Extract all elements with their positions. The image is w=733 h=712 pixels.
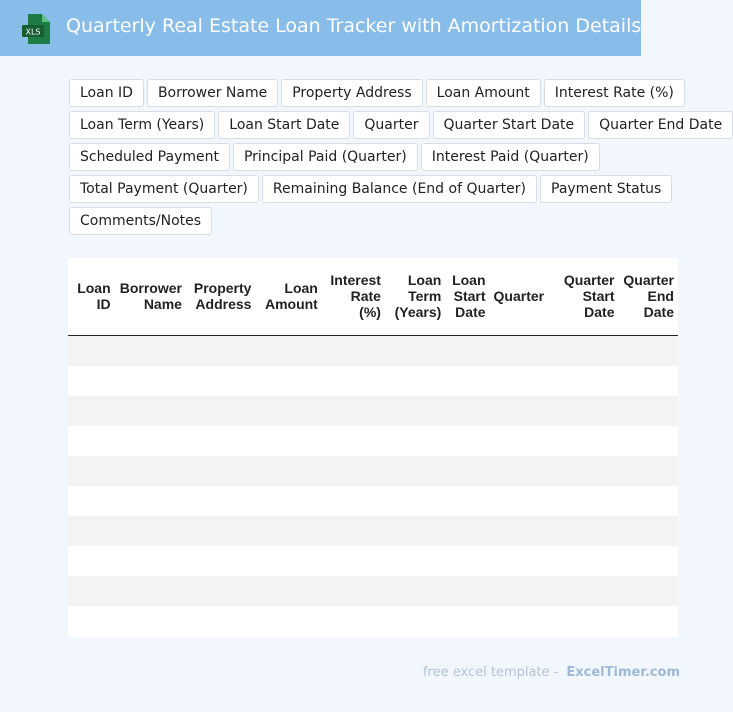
column-header-line: Property bbox=[193, 280, 252, 297]
column-header-line: Loan bbox=[77, 280, 111, 297]
column-header-line: Loan bbox=[452, 272, 486, 289]
column-header-line: Quarter bbox=[563, 272, 615, 289]
table-cell[interactable] bbox=[322, 366, 385, 396]
table-cell[interactable] bbox=[490, 335, 549, 366]
field-chip[interactable]: Quarter bbox=[353, 111, 429, 139]
column-header[interactable] bbox=[68, 258, 115, 335]
table-cell[interactable] bbox=[186, 366, 255, 396]
field-chip[interactable]: Total Payment (Quarter) bbox=[69, 175, 259, 203]
table-cell[interactable] bbox=[548, 426, 618, 456]
footer-credit bbox=[423, 663, 680, 680]
table-header-row bbox=[68, 258, 678, 335]
table-cell[interactable] bbox=[68, 516, 115, 546]
field-chip[interactable]: Payment Status bbox=[540, 175, 672, 203]
column-header[interactable] bbox=[115, 258, 186, 335]
table-cell[interactable] bbox=[115, 396, 186, 426]
table-cell[interactable] bbox=[619, 576, 679, 606]
column-header-line: Address bbox=[195, 296, 252, 313]
table-cell[interactable] bbox=[385, 546, 445, 576]
column-header-line: Quarter bbox=[623, 272, 674, 289]
column-header-line: End bbox=[647, 288, 674, 305]
table-cell[interactable] bbox=[68, 486, 115, 516]
table-cell[interactable] bbox=[548, 456, 618, 486]
table-cell[interactable] bbox=[322, 335, 385, 366]
table-cell[interactable] bbox=[186, 546, 255, 576]
table-row bbox=[68, 576, 678, 606]
column-header-line: Loan bbox=[407, 272, 442, 289]
field-chip[interactable]: Loan ID bbox=[69, 79, 144, 107]
column-header-line: Date bbox=[455, 304, 486, 321]
table-row bbox=[68, 486, 678, 516]
table-cell[interactable] bbox=[445, 396, 489, 426]
table-cell[interactable] bbox=[115, 606, 186, 636]
table-cell[interactable] bbox=[115, 456, 186, 486]
field-chip[interactable]: Quarter End Date bbox=[588, 111, 733, 139]
table-cell[interactable] bbox=[619, 516, 679, 546]
table-cell[interactable] bbox=[68, 546, 115, 576]
table-cell[interactable] bbox=[490, 516, 549, 546]
table-cell[interactable] bbox=[68, 576, 115, 606]
table-cell[interactable] bbox=[490, 606, 549, 636]
table-cell[interactable] bbox=[322, 456, 385, 486]
field-chip[interactable]: Scheduled Payment bbox=[69, 143, 230, 171]
field-chip[interactable]: Loan Start Date bbox=[218, 111, 350, 139]
table-cell[interactable] bbox=[445, 335, 489, 366]
page-title: Quarterly Real Estate Loan Tracker with Amortization Details bbox=[66, 15, 642, 37]
table-cell[interactable] bbox=[385, 516, 445, 546]
column-header-line: Date bbox=[584, 304, 615, 321]
table-cell[interactable] bbox=[68, 366, 115, 396]
field-chip-list bbox=[69, 79, 723, 239]
table-cell[interactable] bbox=[548, 396, 618, 426]
table-cell[interactable] bbox=[255, 396, 321, 426]
column-header[interactable] bbox=[548, 258, 618, 335]
table-cell[interactable] bbox=[322, 576, 385, 606]
table-cell[interactable] bbox=[255, 546, 321, 576]
table-cell[interactable] bbox=[490, 426, 549, 456]
column-header-line: Interest bbox=[330, 272, 381, 289]
table-cell[interactable] bbox=[186, 576, 255, 606]
table-row bbox=[68, 396, 678, 426]
footer-brand-link[interactable]: ExcelTimer.com bbox=[566, 665, 680, 680]
table-cell[interactable] bbox=[445, 606, 489, 636]
table-cell[interactable] bbox=[255, 456, 321, 486]
table-cell[interactable] bbox=[548, 366, 618, 396]
table-cell[interactable] bbox=[68, 606, 115, 636]
chip-row bbox=[69, 111, 723, 139]
loan-table bbox=[68, 258, 678, 636]
table-cell[interactable] bbox=[322, 516, 385, 546]
table-cell[interactable] bbox=[490, 546, 549, 576]
column-header[interactable] bbox=[619, 258, 679, 335]
table-cell[interactable] bbox=[385, 576, 445, 606]
xls-icon-text: XLS bbox=[25, 27, 41, 37]
column-header-line: Start bbox=[453, 288, 486, 305]
column-header-line: Date bbox=[643, 304, 674, 321]
table-cell[interactable] bbox=[186, 396, 255, 426]
table-cell[interactable] bbox=[186, 456, 255, 486]
table-cell[interactable] bbox=[385, 486, 445, 516]
table-cell[interactable] bbox=[115, 516, 186, 546]
table-cell[interactable] bbox=[385, 426, 445, 456]
table-cell[interactable] bbox=[490, 366, 549, 396]
column-header-line: Borrower bbox=[119, 280, 182, 297]
table-cell[interactable] bbox=[445, 456, 489, 486]
table-cell[interactable] bbox=[255, 335, 321, 366]
table-cell[interactable] bbox=[619, 335, 679, 366]
table-cell[interactable] bbox=[619, 486, 679, 516]
table-cell[interactable] bbox=[490, 396, 549, 426]
chip-row bbox=[69, 143, 702, 171]
table-cell[interactable] bbox=[186, 516, 255, 546]
column-header-line: Quarter bbox=[493, 288, 545, 305]
table-cell[interactable] bbox=[548, 486, 618, 516]
column-header-line: (%) bbox=[359, 304, 381, 321]
chip-row bbox=[69, 207, 702, 235]
table-cell[interactable] bbox=[548, 606, 618, 636]
column-header-line: ID bbox=[96, 296, 111, 313]
field-chip[interactable]: Principal Paid (Quarter) bbox=[233, 143, 418, 171]
table-cell[interactable] bbox=[255, 576, 321, 606]
table-cell[interactable] bbox=[68, 396, 115, 426]
table-cell[interactable] bbox=[255, 366, 321, 396]
table-cell[interactable] bbox=[255, 426, 321, 456]
table-row bbox=[68, 426, 678, 456]
table-cell[interactable] bbox=[490, 456, 549, 486]
field-chip[interactable]: Borrower Name bbox=[147, 79, 278, 107]
table-cell[interactable] bbox=[385, 396, 445, 426]
table-cell[interactable] bbox=[445, 426, 489, 456]
table-cell[interactable] bbox=[115, 546, 186, 576]
table-cell[interactable] bbox=[322, 546, 385, 576]
column-header[interactable] bbox=[385, 258, 445, 335]
table-cell[interactable] bbox=[619, 606, 679, 636]
table-cell[interactable] bbox=[255, 606, 321, 636]
table-cell[interactable] bbox=[385, 366, 445, 396]
column-header[interactable] bbox=[322, 258, 385, 335]
table-cell[interactable] bbox=[322, 606, 385, 636]
table-row bbox=[68, 335, 678, 366]
column-header-line: Rate bbox=[350, 288, 381, 305]
column-header[interactable] bbox=[445, 258, 489, 335]
table-cell[interactable] bbox=[68, 426, 115, 456]
table-cell[interactable] bbox=[322, 426, 385, 456]
table-cell[interactable] bbox=[68, 456, 115, 486]
table-cell[interactable] bbox=[186, 486, 255, 516]
column-header[interactable] bbox=[255, 258, 321, 335]
table-cell[interactable] bbox=[385, 456, 445, 486]
title-banner bbox=[0, 0, 641, 56]
field-chip[interactable]: Interest Rate (%) bbox=[544, 79, 685, 107]
column-header[interactable] bbox=[186, 258, 255, 335]
field-chip[interactable]: Loan Amount bbox=[426, 79, 541, 107]
chip-row bbox=[69, 79, 702, 107]
field-chip[interactable]: Interest Paid (Quarter) bbox=[421, 143, 600, 171]
table-cell[interactable] bbox=[115, 576, 186, 606]
table-cell[interactable] bbox=[548, 576, 618, 606]
column-header[interactable] bbox=[490, 258, 549, 335]
column-header-line: Term bbox=[408, 288, 442, 305]
table-row bbox=[68, 456, 678, 486]
column-header-line: (Years) bbox=[394, 304, 442, 321]
table-cell[interactable] bbox=[445, 576, 489, 606]
table-cell[interactable] bbox=[322, 396, 385, 426]
table-cell[interactable] bbox=[490, 486, 549, 516]
table-cell[interactable] bbox=[445, 366, 489, 396]
column-header-line: Start bbox=[582, 288, 615, 305]
table-cell[interactable] bbox=[619, 456, 679, 486]
table-row bbox=[68, 546, 678, 576]
table-cell[interactable] bbox=[186, 426, 255, 456]
table-row bbox=[68, 516, 678, 546]
table-cell[interactable] bbox=[255, 486, 321, 516]
chip-row bbox=[69, 175, 702, 203]
table-cell[interactable] bbox=[619, 426, 679, 456]
table-cell[interactable] bbox=[385, 335, 445, 366]
table-cell[interactable] bbox=[445, 486, 489, 516]
table-cell[interactable] bbox=[385, 606, 445, 636]
table-cell[interactable] bbox=[68, 335, 115, 366]
footer-prefix: free excel template - bbox=[422, 665, 559, 680]
table-cell[interactable] bbox=[255, 516, 321, 546]
table-cell[interactable] bbox=[186, 335, 255, 366]
table-cell[interactable] bbox=[548, 516, 618, 546]
table-cell[interactable] bbox=[322, 486, 385, 516]
table-row bbox=[68, 366, 678, 396]
table-cell[interactable] bbox=[619, 366, 679, 396]
field-chip[interactable]: Property Address bbox=[281, 79, 422, 107]
field-chip[interactable]: Loan Term (Years) bbox=[69, 111, 215, 139]
table-cell[interactable] bbox=[186, 606, 255, 636]
table-cell[interactable] bbox=[115, 335, 186, 366]
loan-table-container[interactable] bbox=[68, 258, 678, 637]
field-chip[interactable]: Quarter Start Date bbox=[433, 111, 586, 139]
table-cell[interactable] bbox=[445, 516, 489, 546]
table-row bbox=[68, 606, 678, 636]
table-cell[interactable] bbox=[619, 396, 679, 426]
table-cell[interactable] bbox=[619, 546, 679, 576]
table-cell[interactable] bbox=[115, 486, 186, 516]
field-chip[interactable]: Comments/Notes bbox=[69, 207, 212, 235]
table-cell[interactable] bbox=[445, 546, 489, 576]
field-chip[interactable]: Remaining Balance (End of Quarter) bbox=[262, 175, 537, 203]
column-header-line: Name bbox=[143, 296, 182, 313]
xls-file-icon bbox=[22, 14, 50, 44]
column-header-line: Loan bbox=[284, 280, 318, 297]
table-cell[interactable] bbox=[548, 335, 618, 366]
table-cell[interactable] bbox=[490, 576, 549, 606]
table-cell[interactable] bbox=[115, 426, 186, 456]
table-cell[interactable] bbox=[115, 366, 186, 396]
table-cell[interactable] bbox=[548, 546, 618, 576]
column-header-line: Amount bbox=[264, 296, 318, 313]
